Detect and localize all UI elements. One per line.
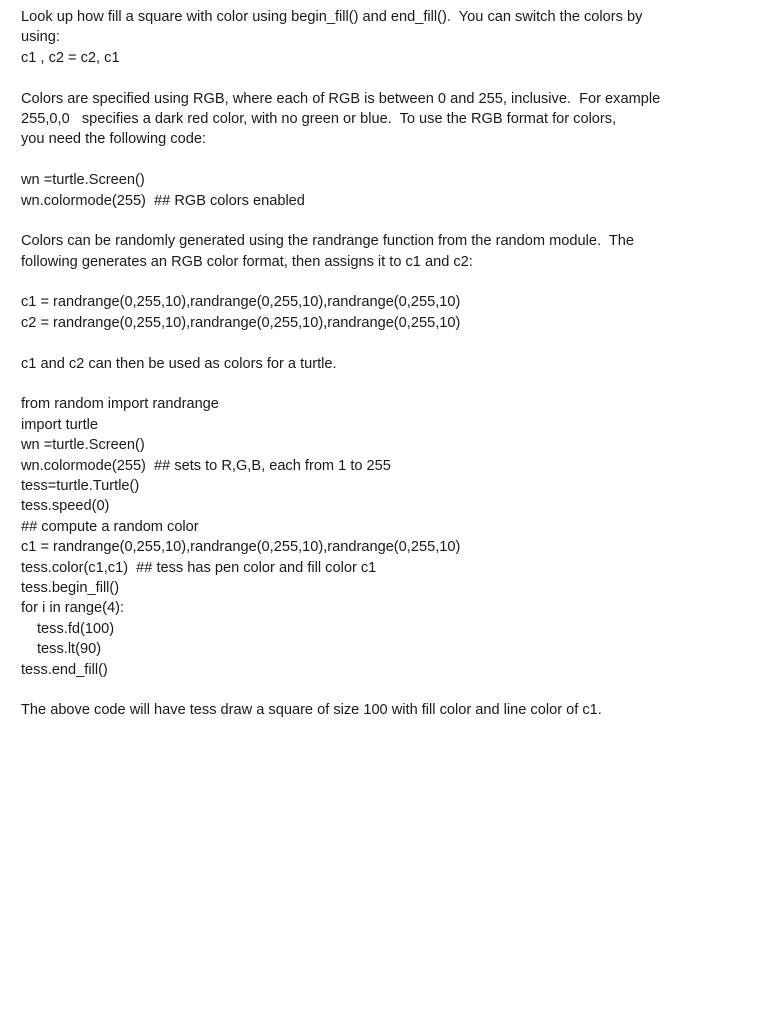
intro-paragraph xyxy=(21,7,751,68)
document-body xyxy=(21,7,751,721)
text-line: you need the following code: xyxy=(21,131,206,148)
code-line: ## compute a random color xyxy=(21,518,199,535)
code-line: wn =turtle.Screen() xyxy=(21,172,145,189)
spacer xyxy=(21,333,751,353)
code-line: c2 = randrange(0,255,10),randrange(0,255,10),randrange(0,255,10) xyxy=(21,314,461,331)
text-line: following generates an RGB color format, then assigns it to c1 and c2: xyxy=(21,253,473,270)
code-line: tess.speed(0) xyxy=(21,498,110,515)
random-color-paragraph xyxy=(21,231,751,272)
code-line: tess.end_fill() xyxy=(21,661,108,678)
code-line: wn.colormode(255) ## RGB colors enabled xyxy=(21,192,305,209)
code-line: c1 = randrange(0,255,10),randrange(0,255,10),randrange(0,255,10) xyxy=(21,294,461,311)
spacer xyxy=(21,211,751,231)
code-line: wn =turtle.Screen() xyxy=(21,437,145,454)
text-line: c1 and c2 can then be used as colors for a turtle. xyxy=(21,355,337,372)
code-line: tess.lt(90) xyxy=(37,641,102,658)
spacer xyxy=(21,150,751,170)
text-line: 255,0,0 specifies a dark red color, with no green or blue. To use the RGB format for colors, xyxy=(21,110,617,127)
turtle-colors-paragraph xyxy=(21,354,751,374)
conclusion-paragraph xyxy=(21,700,751,720)
code-line: c1 = randrange(0,255,10),randrange(0,255,10),randrange(0,255,10) xyxy=(21,539,461,556)
code-line: import turtle xyxy=(21,416,99,433)
text-line: Colors are specified using RGB, where each of RGB is between 0 and 255, inclusive. For example xyxy=(21,90,661,107)
text-line: using: xyxy=(21,29,60,46)
text-line: The above code will have tess draw a square of size 100 with fill color and line color of c1. xyxy=(21,702,602,719)
spacer xyxy=(21,272,751,292)
text-line: Look up how fill a square with color using begin_fill() and end_fill(). You can switch the colors by xyxy=(21,9,643,25)
code-line: tess=turtle.Turtle() xyxy=(21,477,140,494)
spacer xyxy=(21,374,751,394)
code-line: tess.color(c1,c1) ## tess has pen color and fill color c1 xyxy=(21,559,377,576)
screen-setup-code xyxy=(21,170,751,211)
code-line: for i in range(4): xyxy=(21,600,125,617)
spacer xyxy=(21,68,751,88)
code-line: wn.colormode(255) ## sets to R,G,B, each from 1 to 255 xyxy=(21,457,391,474)
full-example-code xyxy=(21,394,751,679)
text-line: Colors can be randomly generated using the randrange function from the random module. The xyxy=(21,233,635,250)
code-line: tess.fd(100) xyxy=(37,620,115,637)
code-line: tess.begin_fill() xyxy=(21,579,120,596)
random-color-code xyxy=(21,292,751,333)
spacer xyxy=(21,680,751,700)
rgb-paragraph xyxy=(21,89,751,150)
code-line: from random import randrange xyxy=(21,396,219,413)
text-line: c1 , c2 = c2, c1 xyxy=(21,49,120,66)
